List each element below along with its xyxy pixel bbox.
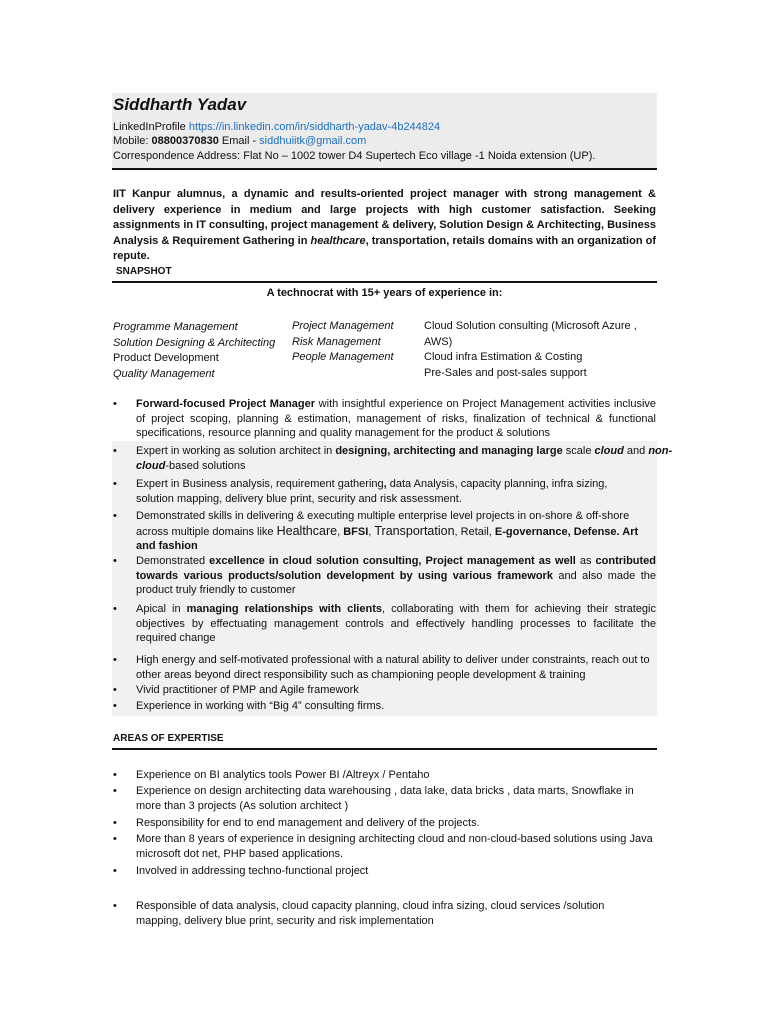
- skill-item: Solution Designing & Architecting: [113, 336, 276, 349]
- profile-summary: [113, 187, 656, 265]
- mobile-label: Mobile:: [113, 135, 152, 147]
- bullet-glyph: •: [113, 785, 117, 797]
- list-item: • Experience on BI analytics tools Power BI /Altreyx / Pentaho: [113, 769, 430, 781]
- email-link[interactable]: siddhuiitk@gmail.com: [259, 135, 367, 147]
- skill-item: Quality Management: [113, 367, 215, 380]
- skill-item: Risk Management: [292, 335, 381, 348]
- snapshot-subtitle: A technocrat with 15+ years of experience in:: [266, 287, 503, 299]
- skill-item: People Management: [292, 351, 394, 363]
- list-item: • Responsible of data analysis, cloud capacity planning, cloud infra sizing, cloud services /solution mapping, delivery blue print, security and risk implementation: [113, 900, 605, 927]
- summary-text-end: , transportation, retails domains with an organization of repute.: [113, 234, 656, 262]
- skill-item: Programme Management: [113, 321, 238, 333]
- bullet-glyph: •: [113, 684, 117, 696]
- bullet-glyph: •: [113, 398, 117, 410]
- summary-italic: healthcare: [310, 234, 366, 247]
- linkedin-line: [113, 121, 440, 133]
- skill-item: Cloud infra Estimation & Costing: [424, 351, 583, 363]
- header-divider: [112, 168, 657, 170]
- bullet-glyph: •: [113, 555, 117, 567]
- list-item: • Involved in addressing techno-functional project: [113, 865, 369, 877]
- bullet-glyph: •: [113, 603, 117, 615]
- list-item: • Responsibility for end to end management and delivery of the projects.: [113, 817, 480, 829]
- bullet-glyph: •: [113, 900, 117, 912]
- skill-item: Product Development: [113, 352, 219, 364]
- snapshot-heading: SNAPSHOT: [116, 266, 172, 277]
- list-item: • More than 8 years of experience in designing architecting cloud and non-cloud-based solutions using Java microsoft dot net, PHP based applications.: [113, 833, 653, 860]
- bullet-glyph: •: [113, 510, 117, 522]
- address-line: Correspondence Address: Flat No – 1002 tower D4 Supertech Eco village -1 Noida extension (UP).: [113, 150, 596, 162]
- snapshot-divider: [112, 281, 657, 283]
- expertise-heading: AREAS OF EXPERTISE: [113, 733, 224, 744]
- bullet-glyph: •: [113, 700, 117, 712]
- skill-item: AWS): [424, 335, 453, 348]
- list-item: • Forward-focused Project Manager with insightful experience on Project Management activities inclusive of project scoping, planning & estimation, management of risks, finalization of technical & functional specifications, resource planning and quality management for the product & solutions: [113, 398, 657, 439]
- bullet-glyph: •: [113, 865, 117, 877]
- skill-item: Project Management: [292, 320, 394, 332]
- bullet-glyph: •: [113, 817, 117, 829]
- list-item: • Apical in managing relationships with clients, collaborating with them for achieving their strategic objectives by effectuating management controls and effectively handling processes to facilitate the required change: [113, 603, 656, 644]
- bullet-glyph: •: [113, 833, 117, 845]
- snapshot-column-2: [292, 319, 394, 366]
- list-item: • Vivid practitioner of PMP and Agile framework: [113, 684, 359, 696]
- expertise-divider: [112, 748, 657, 750]
- list-item: • Experience in working with “Big 4” consulting firms.: [113, 700, 385, 712]
- list-item: • Expert in working as solution architect in designing, architecting and managing large scale cloud and non-cloud-based solutions: [113, 445, 673, 472]
- bullet-glyph: •: [113, 445, 117, 457]
- contact-header: [112, 93, 657, 169]
- list-item: • Demonstrated skills in delivering & executing multiple enterprise level projects in on-shore & off-shore across multiple domains like Healthcare, BFSI, Transportation, Retail, E-governance, Defense. Art and fashion: [113, 510, 639, 552]
- skill-item: Pre-Sales and post-sales support: [424, 366, 587, 379]
- list-item: • Demonstrated excellence in cloud solution consulting, Project management as well as contributed towards various products/solution development by using various framework and also made the product truly friendly to customer: [113, 555, 657, 596]
- bullet-glyph: •: [113, 478, 117, 490]
- mobile-number: 08800370830: [151, 135, 219, 147]
- candidate-name: Siddharth Yadav: [113, 95, 247, 114]
- linkedin-link[interactable]: https://in.linkedin.com/in/siddharth-yadav-4b244824: [188, 121, 441, 133]
- list-item: • High energy and self-motivated professional with a natural ability to deliver under constraints, reach out to other areas beyond direct responsibility such as championing people development & training: [113, 654, 650, 681]
- phone-email-line: [113, 135, 366, 147]
- snapshot-column-1: [113, 320, 275, 382]
- list-item: • Experience on design architecting data warehousing , data lake, data bricks , data marts, Snowflake in more than 3 projects (As solution architect ): [113, 785, 634, 812]
- linkedin-label: LinkedInProfile: [113, 121, 189, 133]
- summary-text: IIT Kanpur alumnus, a dynamic and results-oriented project manager with strong management & delivery experience in medium and large projects with high customer satisfaction. Seeking assignments in IT consulting, project management & delivery, Solution Design & Architecting, Business Analysis & Requirement Gathering in: [113, 188, 656, 247]
- email-label: Email -: [218, 135, 260, 147]
- bullet-glyph: •: [113, 769, 117, 781]
- bullet-glyph: •: [113, 654, 117, 666]
- list-item: • Expert in Business analysis, requirement gathering, data Analysis, capacity planning, infra sizing, solution mapping, delivery blue print, security and risk assessment.: [113, 478, 608, 505]
- skill-item: Cloud Solution consulting (Microsoft Azure ,: [424, 320, 637, 332]
- snapshot-column-3: [424, 319, 637, 381]
